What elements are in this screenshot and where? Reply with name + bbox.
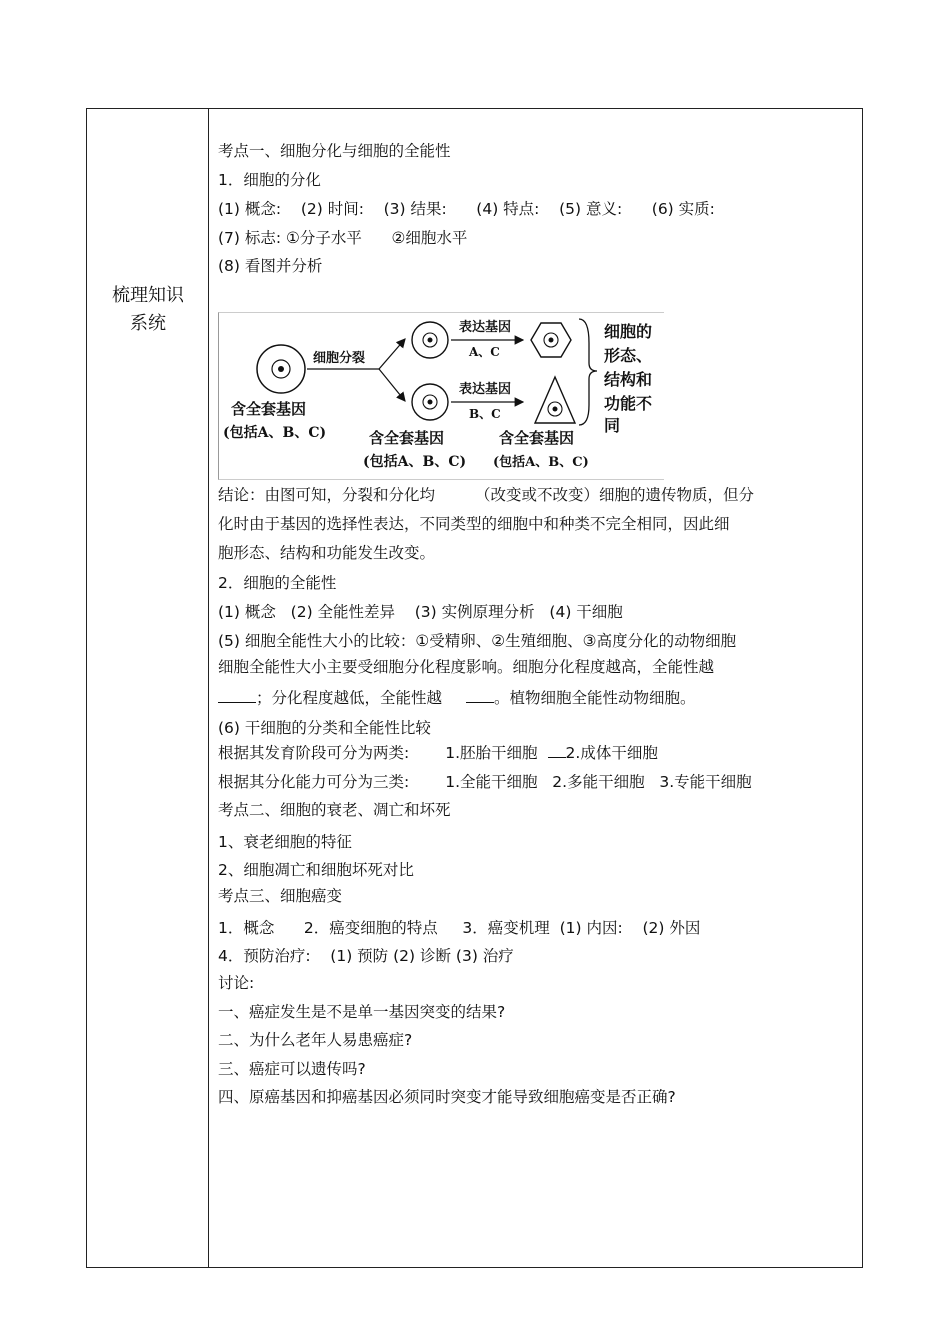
blank-1: [218, 688, 256, 703]
by-capacity-label: 根据其分化能力可分为三类:: [218, 773, 410, 791]
conclusion-line-1: [218, 485, 754, 505]
origin-gene-detail-label: (包括A、B、C): [223, 425, 327, 441]
conclusion-part-a: 结论：由图可知，分裂和分化均: [218, 486, 436, 504]
topic-1-heading: 考点一、细胞分化与细胞的全能性: [218, 142, 451, 160]
totipotency-comparison: (5) 细胞全能性大小的比较：①受精卵、②生殖细胞、③高度分化的动物细胞: [218, 632, 737, 650]
discussion-question-4: 四、原癌基因和抑癌基因必须同时突变才能导致细胞癌变是否正确?: [218, 1088, 676, 1106]
by-stage-label: 根据其发育阶段可分为两类:: [218, 744, 410, 762]
upper-express-genes: A、C: [469, 345, 500, 359]
differentiation-diagram: [219, 313, 665, 481]
totipotency-items: (1) 概念 (2) 全能性差异 (3) 实例原理分析 (4) 干细胞: [218, 603, 623, 621]
discussion-question-3: 三、癌症可以遗传吗?: [218, 1060, 366, 1078]
totipotency-explanation: 细胞全能性大小主要受细胞分化程度影响。细胞分化程度越高，全能性越: [218, 658, 715, 676]
stem-cell-types: 1.全能干细胞 2.多能干细胞 3.专能干细胞: [445, 773, 752, 791]
cell-differentiation-heading: 1．细胞的分化: [218, 171, 321, 189]
adult-stem-cell: 2.成体干细胞: [565, 744, 658, 762]
prevention-treatment: 4．预防治疗: (1) 预防 (2) 诊断 (3) 治疗: [218, 947, 514, 965]
topic-2-heading: 考点二、细胞的衰老、凋亡和坏死: [218, 801, 451, 819]
totipotency-heading: 2．细胞的全能性: [218, 574, 337, 592]
blank-3: [548, 743, 566, 758]
differentiation-items: (1) 概念: (2) 时间: (3) 结果: (4) 特点: (5) 意义: (6) 实质:: [218, 200, 715, 218]
result-line-3: 结构和: [604, 370, 653, 389]
right-gene-detail-label: (包括A、B、C): [493, 455, 589, 470]
fill-in-part-a: ；分化程度越低，全能性越: [256, 689, 443, 707]
differentiation-figure: [218, 312, 664, 480]
section-title-line-2: 系统: [130, 313, 166, 334]
lower-daughter-cell: [412, 384, 448, 420]
discussion-question-1: 一、癌症发生是不是单一基因突变的结果?: [218, 1003, 506, 1021]
upper-daughter-cell: [412, 322, 448, 358]
right-full-genes-label: 含全套基因: [499, 429, 575, 447]
triangle-cell: [535, 377, 575, 423]
conclusion-line-2: 化时由于基因的选择性表达，不同类型的细胞中和种类不完全相同，因此细: [218, 515, 730, 533]
topic-3-heading: 考点三、细胞癌变: [218, 887, 343, 905]
division-label: 细胞分裂: [313, 351, 366, 366]
embryonic-stem-cell: 1.胚胎干细胞: [445, 744, 538, 762]
fill-in-part-b: 。植物细胞全能性动物细胞。: [494, 689, 696, 707]
stem-cell-by-stage: [218, 743, 658, 763]
lower-express-label: 表达基因: [459, 382, 512, 397]
origin-full-genes-label: 含全套基因: [231, 400, 307, 418]
figure-instruction: (8) 看图并分析: [218, 257, 323, 275]
cancer-items: 1．概念 2．癌变细胞的特点 3．癌变机理 (1) 内因: (2) 外因: [218, 919, 701, 937]
totipotency-fill-in: [218, 688, 696, 708]
result-bracket: [579, 319, 597, 425]
origin-cell: [257, 345, 305, 393]
lower-express-genes: B、C: [469, 407, 501, 421]
section-title: [88, 282, 208, 338]
conclusion-line-3: 胞形态、结构和功能发生改变。: [218, 544, 436, 562]
result-line-2: 形态、: [604, 346, 653, 365]
section-title-line-1: 梳理知识: [112, 285, 184, 306]
result-line-4: 功能不: [604, 394, 653, 413]
upper-express-label: 表达基因: [459, 320, 512, 335]
hexagon-cell: [531, 323, 571, 357]
result-line-5: 同: [604, 416, 621, 435]
apoptosis-vs-necrosis: 2、细胞凋亡和细胞坏死对比: [218, 861, 414, 879]
upper-branch-arrow: [379, 339, 405, 369]
lower-gene-detail-label: (包括A、B、C): [363, 454, 467, 470]
differentiation-markers: (7) 标志: ①分子水平 ②细胞水平: [218, 229, 468, 247]
lower-branch-arrow: [379, 369, 405, 401]
discussion-heading: 讨论:: [218, 974, 255, 992]
stem-cell-by-capacity: [218, 772, 752, 792]
lower-full-genes-label: 含全套基因: [369, 429, 445, 447]
conclusion-part-b: （改变或不改变）细胞的遗传物质，但分: [475, 486, 755, 504]
discussion-question-2: 二、为什么老年人易患癌症?: [218, 1031, 413, 1049]
result-line-1: 细胞的: [604, 322, 653, 341]
aging-cell-features: 1、衰老细胞的特征: [218, 833, 352, 851]
stem-cell-heading: (6) 干细胞的分类和全能性比较: [218, 719, 431, 737]
blank-2: [466, 688, 494, 703]
column-divider: [208, 108, 209, 1268]
